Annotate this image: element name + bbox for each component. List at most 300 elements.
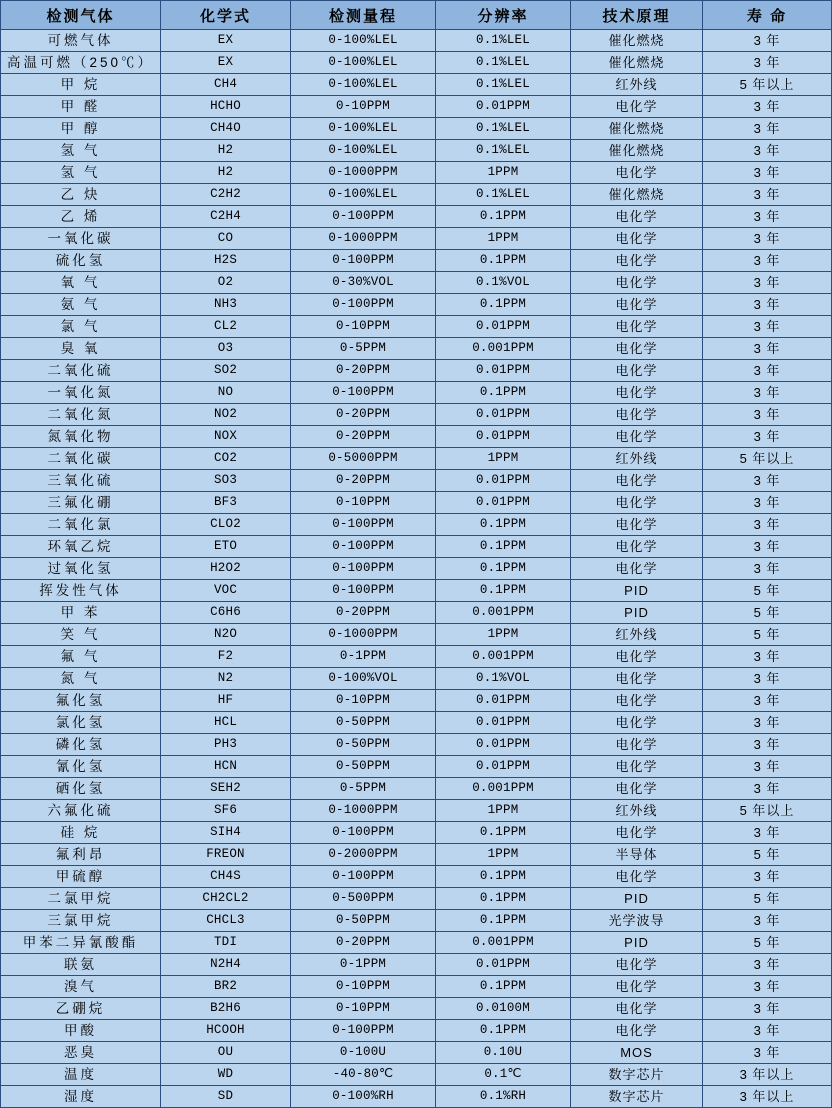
cell-resolution: 0.1%LEL <box>436 74 571 96</box>
cell-gas-name: 氮氧化物 <box>1 426 161 448</box>
cell-lifetime: 3 年 <box>703 866 832 888</box>
cell-resolution: 0.1%RH <box>436 1086 571 1108</box>
cell-gas-name: 乙 炔 <box>1 184 161 206</box>
cell-resolution: 0.1%VOL <box>436 272 571 294</box>
cell-lifetime: 3 年 <box>703 778 832 800</box>
cell-resolution: 0.01PPM <box>436 96 571 118</box>
cell-resolution: 1PPM <box>436 624 571 646</box>
cell-gas-name: 温度 <box>1 1064 161 1086</box>
column-header-detection-range: 检测量程 <box>291 1 436 30</box>
cell-detection-range: 0-5PPM <box>291 338 436 360</box>
cell-detection-range: 0-10PPM <box>291 316 436 338</box>
cell-technology: 数字芯片 <box>571 1086 703 1108</box>
cell-lifetime: 3 年 <box>703 272 832 294</box>
table-row <box>1 514 832 536</box>
cell-lifetime: 3 年 <box>703 360 832 382</box>
cell-technology: 电化学 <box>571 404 703 426</box>
cell-technology: 电化学 <box>571 96 703 118</box>
table-row <box>1 954 832 976</box>
cell-gas-name: 环氧乙烷 <box>1 536 161 558</box>
table-row <box>1 30 832 52</box>
cell-resolution: 0.001PPM <box>436 646 571 668</box>
cell-detection-range: 0-100U <box>291 1042 436 1064</box>
cell-gas-name: 三氯甲烷 <box>1 910 161 932</box>
cell-resolution: 0.01PPM <box>436 954 571 976</box>
cell-lifetime: 3 年 <box>703 1020 832 1042</box>
cell-gas-name: 硫化氢 <box>1 250 161 272</box>
cell-technology: 电化学 <box>571 668 703 690</box>
cell-technology: 电化学 <box>571 690 703 712</box>
cell-resolution: 0.01PPM <box>436 360 571 382</box>
table-row <box>1 822 832 844</box>
table-row <box>1 910 832 932</box>
cell-chemical-formula: CH4S <box>161 866 291 888</box>
cell-detection-range: 0-100PPM <box>291 580 436 602</box>
cell-chemical-formula: EX <box>161 30 291 52</box>
cell-gas-name: 磷化氢 <box>1 734 161 756</box>
cell-resolution: 0.1PPM <box>436 536 571 558</box>
cell-chemical-formula: BF3 <box>161 492 291 514</box>
cell-lifetime: 3 年 <box>703 712 832 734</box>
cell-detection-range: 0-50PPM <box>291 756 436 778</box>
cell-chemical-formula: CO2 <box>161 448 291 470</box>
cell-gas-name: 乙硼烷 <box>1 998 161 1020</box>
cell-lifetime: 3 年以上 <box>703 1086 832 1108</box>
cell-gas-name: 甲 醛 <box>1 96 161 118</box>
cell-detection-range: 0-100PPM <box>291 822 436 844</box>
table-row <box>1 1020 832 1042</box>
cell-technology: 电化学 <box>571 558 703 580</box>
table-row <box>1 1064 832 1086</box>
cell-gas-name: 二氯甲烷 <box>1 888 161 910</box>
cell-gas-name: 氯 气 <box>1 316 161 338</box>
cell-technology: 电化学 <box>571 338 703 360</box>
cell-chemical-formula: N2 <box>161 668 291 690</box>
cell-resolution: 1PPM <box>436 162 571 184</box>
table-row <box>1 492 832 514</box>
cell-lifetime: 3 年 <box>703 228 832 250</box>
cell-detection-range: 0-10PPM <box>291 492 436 514</box>
cell-resolution: 0.1%VOL <box>436 668 571 690</box>
cell-detection-range: 0-20PPM <box>291 426 436 448</box>
cell-technology: 红外线 <box>571 800 703 822</box>
cell-chemical-formula: NOX <box>161 426 291 448</box>
cell-detection-range: 0-2000PPM <box>291 844 436 866</box>
cell-resolution: 1PPM <box>436 800 571 822</box>
cell-detection-range: 0-100PPM <box>291 558 436 580</box>
cell-resolution: 0.1PPM <box>436 294 571 316</box>
cell-chemical-formula: TDI <box>161 932 291 954</box>
cell-technology: 电化学 <box>571 778 703 800</box>
table-row <box>1 866 832 888</box>
table-row <box>1 668 832 690</box>
table-row <box>1 800 832 822</box>
cell-chemical-formula: O2 <box>161 272 291 294</box>
table-row <box>1 338 832 360</box>
cell-detection-range: 0-20PPM <box>291 932 436 954</box>
cell-gas-name: 氢 气 <box>1 140 161 162</box>
cell-detection-range: 0-1PPM <box>291 646 436 668</box>
cell-chemical-formula: EX <box>161 52 291 74</box>
cell-chemical-formula: C2H2 <box>161 184 291 206</box>
cell-technology: 红外线 <box>571 74 703 96</box>
cell-detection-range: 0-100PPM <box>291 514 436 536</box>
cell-lifetime: 3 年 <box>703 492 832 514</box>
cell-technology: 电化学 <box>571 866 703 888</box>
cell-chemical-formula: SEH2 <box>161 778 291 800</box>
table-row <box>1 756 832 778</box>
table-row <box>1 646 832 668</box>
cell-gas-name: 一氧化氮 <box>1 382 161 404</box>
cell-technology: 电化学 <box>571 536 703 558</box>
cell-gas-name: 笑 气 <box>1 624 161 646</box>
cell-resolution: 0.1PPM <box>436 822 571 844</box>
cell-gas-name: 湿度 <box>1 1086 161 1108</box>
table-row <box>1 74 832 96</box>
cell-gas-name: 可燃气体 <box>1 30 161 52</box>
table-row <box>1 360 832 382</box>
cell-resolution: 0.001PPM <box>436 932 571 954</box>
cell-chemical-formula: CL2 <box>161 316 291 338</box>
cell-resolution: 0.1%LEL <box>436 140 571 162</box>
cell-chemical-formula: PH3 <box>161 734 291 756</box>
cell-chemical-formula: F2 <box>161 646 291 668</box>
cell-chemical-formula: H2S <box>161 250 291 272</box>
cell-resolution: 0.01PPM <box>436 492 571 514</box>
cell-technology: 催化燃烧 <box>571 52 703 74</box>
cell-technology: 电化学 <box>571 250 703 272</box>
cell-lifetime: 3 年 <box>703 822 832 844</box>
table-row <box>1 580 832 602</box>
cell-lifetime: 3 年 <box>703 404 832 426</box>
cell-resolution: 0.1PPM <box>436 1020 571 1042</box>
cell-technology: 电化学 <box>571 1020 703 1042</box>
column-header-resolution: 分辨率 <box>436 1 571 30</box>
table-row <box>1 778 832 800</box>
table-row <box>1 998 832 1020</box>
cell-chemical-formula: SF6 <box>161 800 291 822</box>
cell-lifetime: 3 年 <box>703 250 832 272</box>
cell-gas-name: 二氧化氮 <box>1 404 161 426</box>
cell-technology: PID <box>571 932 703 954</box>
cell-lifetime: 3 年 <box>703 1042 832 1064</box>
table-row <box>1 470 832 492</box>
cell-gas-name: 过氧化氢 <box>1 558 161 580</box>
cell-detection-range: 0-100%RH <box>291 1086 436 1108</box>
cell-gas-name: 氧 气 <box>1 272 161 294</box>
cell-chemical-formula: N2O <box>161 624 291 646</box>
cell-chemical-formula: CO <box>161 228 291 250</box>
cell-detection-range: 0-20PPM <box>291 602 436 624</box>
cell-technology: 催化燃烧 <box>571 30 703 52</box>
table-row <box>1 382 832 404</box>
table-row <box>1 734 832 756</box>
cell-chemical-formula: B2H6 <box>161 998 291 1020</box>
cell-gas-name: 甲酸 <box>1 1020 161 1042</box>
cell-lifetime: 3 年 <box>703 734 832 756</box>
cell-lifetime: 3 年 <box>703 536 832 558</box>
cell-lifetime: 5 年 <box>703 580 832 602</box>
cell-resolution: 1PPM <box>436 844 571 866</box>
cell-resolution: 0.01PPM <box>436 734 571 756</box>
cell-detection-range: 0-100PPM <box>291 866 436 888</box>
cell-gas-name: 乙 烯 <box>1 206 161 228</box>
cell-chemical-formula: CH4 <box>161 74 291 96</box>
cell-chemical-formula: N2H4 <box>161 954 291 976</box>
cell-chemical-formula: SD <box>161 1086 291 1108</box>
cell-technology: 半导体 <box>571 844 703 866</box>
cell-technology: 电化学 <box>571 382 703 404</box>
cell-detection-range: 0-500PPM <box>291 888 436 910</box>
cell-detection-range: 0-100%VOL <box>291 668 436 690</box>
cell-technology: 电化学 <box>571 294 703 316</box>
table-row <box>1 162 832 184</box>
cell-gas-name: 硅 烷 <box>1 822 161 844</box>
cell-lifetime: 3 年 <box>703 668 832 690</box>
cell-detection-range: 0-100%LEL <box>291 118 436 140</box>
cell-resolution: 0.1PPM <box>436 558 571 580</box>
cell-resolution: 0.1PPM <box>436 580 571 602</box>
cell-gas-name: 联氨 <box>1 954 161 976</box>
cell-chemical-formula: H2 <box>161 162 291 184</box>
cell-detection-range: 0-10PPM <box>291 690 436 712</box>
cell-detection-range: 0-20PPM <box>291 360 436 382</box>
cell-detection-range: 0-100PPM <box>291 250 436 272</box>
cell-resolution: 0.1PPM <box>436 888 571 910</box>
cell-lifetime: 3 年 <box>703 998 832 1020</box>
cell-lifetime: 3 年 <box>703 426 832 448</box>
cell-gas-name: 甲 苯 <box>1 602 161 624</box>
cell-resolution: 0.1℃ <box>436 1064 571 1086</box>
cell-lifetime: 3 年 <box>703 470 832 492</box>
cell-gas-name: 溴气 <box>1 976 161 998</box>
cell-detection-range: 0-50PPM <box>291 734 436 756</box>
cell-lifetime: 3 年 <box>703 756 832 778</box>
cell-technology: 电化学 <box>571 756 703 778</box>
cell-lifetime: 5 年 <box>703 932 832 954</box>
cell-resolution: 0.1PPM <box>436 206 571 228</box>
cell-resolution: 0.001PPM <box>436 338 571 360</box>
cell-detection-range: 0-20PPM <box>291 470 436 492</box>
cell-detection-range: 0-100PPM <box>291 1020 436 1042</box>
cell-chemical-formula: SO3 <box>161 470 291 492</box>
cell-gas-name: 挥发性气体 <box>1 580 161 602</box>
cell-lifetime: 5 年 <box>703 602 832 624</box>
cell-lifetime: 3 年 <box>703 514 832 536</box>
cell-lifetime: 3 年以上 <box>703 1064 832 1086</box>
cell-resolution: 0.1PPM <box>436 866 571 888</box>
cell-resolution: 0.01PPM <box>436 690 571 712</box>
cell-lifetime: 3 年 <box>703 162 832 184</box>
cell-lifetime: 3 年 <box>703 184 832 206</box>
table-row <box>1 184 832 206</box>
cell-gas-name: 臭 氧 <box>1 338 161 360</box>
table-row <box>1 888 832 910</box>
cell-chemical-formula: SO2 <box>161 360 291 382</box>
cell-technology: PID <box>571 602 703 624</box>
cell-lifetime: 5 年 <box>703 844 832 866</box>
cell-technology: PID <box>571 580 703 602</box>
cell-lifetime: 3 年 <box>703 30 832 52</box>
table-row <box>1 272 832 294</box>
column-header-lifetime: 寿 命 <box>703 1 832 30</box>
table-row <box>1 1042 832 1064</box>
cell-technology: 红外线 <box>571 448 703 470</box>
cell-resolution: 1PPM <box>436 228 571 250</box>
cell-technology: 光学波导 <box>571 910 703 932</box>
table-row <box>1 602 832 624</box>
cell-gas-name: 氯化氢 <box>1 712 161 734</box>
cell-gas-name: 甲硫醇 <box>1 866 161 888</box>
cell-technology: 催化燃烧 <box>571 140 703 162</box>
cell-resolution: 1PPM <box>436 448 571 470</box>
cell-detection-range: 0-100%LEL <box>291 74 436 96</box>
cell-detection-range: 0-1000PPM <box>291 800 436 822</box>
cell-lifetime: 3 年 <box>703 96 832 118</box>
cell-detection-range: 0-50PPM <box>291 712 436 734</box>
cell-technology: 红外线 <box>571 624 703 646</box>
cell-gas-name: 一氧化碳 <box>1 228 161 250</box>
cell-technology: 催化燃烧 <box>571 184 703 206</box>
cell-resolution: 0.01PPM <box>436 316 571 338</box>
table-row <box>1 206 832 228</box>
table-header <box>1 1 832 30</box>
cell-chemical-formula: HCL <box>161 712 291 734</box>
cell-resolution: 0.1PPM <box>436 910 571 932</box>
cell-detection-range: 0-5000PPM <box>291 448 436 470</box>
cell-chemical-formula: C2H4 <box>161 206 291 228</box>
cell-detection-range: 0-100%LEL <box>291 184 436 206</box>
cell-chemical-formula: CH2CL2 <box>161 888 291 910</box>
cell-resolution: 0.1%LEL <box>436 184 571 206</box>
cell-chemical-formula: NH3 <box>161 294 291 316</box>
cell-lifetime: 3 年 <box>703 52 832 74</box>
cell-detection-range: 0-1000PPM <box>291 162 436 184</box>
cell-detection-range: 0-100%LEL <box>291 52 436 74</box>
cell-chemical-formula: CLO2 <box>161 514 291 536</box>
cell-technology: MOS <box>571 1042 703 1064</box>
cell-detection-range: 0-100PPM <box>291 206 436 228</box>
table-row <box>1 426 832 448</box>
cell-chemical-formula: OU <box>161 1042 291 1064</box>
cell-detection-range: 0-50PPM <box>291 910 436 932</box>
cell-gas-name: 三氧化硫 <box>1 470 161 492</box>
cell-gas-name: 硒化氢 <box>1 778 161 800</box>
cell-lifetime: 3 年 <box>703 338 832 360</box>
cell-technology: 电化学 <box>571 514 703 536</box>
table-row <box>1 536 832 558</box>
cell-lifetime: 5 年以上 <box>703 800 832 822</box>
cell-resolution: 0.1PPM <box>436 382 571 404</box>
column-header-gas-name: 检测气体 <box>1 1 161 30</box>
table-row <box>1 624 832 646</box>
cell-technology: 电化学 <box>571 316 703 338</box>
cell-resolution: 0.01PPM <box>436 756 571 778</box>
cell-detection-range: 0-1PPM <box>291 954 436 976</box>
cell-gas-name: 氰化氢 <box>1 756 161 778</box>
cell-detection-range: 0-10PPM <box>291 998 436 1020</box>
cell-resolution: 0.01PPM <box>436 470 571 492</box>
cell-detection-range: 0-5PPM <box>291 778 436 800</box>
cell-chemical-formula: H2O2 <box>161 558 291 580</box>
cell-technology: 电化学 <box>571 228 703 250</box>
cell-chemical-formula: SIH4 <box>161 822 291 844</box>
cell-lifetime: 5 年 <box>703 888 832 910</box>
cell-resolution: 0.01PPM <box>436 426 571 448</box>
cell-resolution: 0.01PPM <box>436 712 571 734</box>
cell-technology: 电化学 <box>571 822 703 844</box>
table-header-row <box>1 1 832 30</box>
cell-gas-name: 二氧化硫 <box>1 360 161 382</box>
cell-resolution: 0.1PPM <box>436 514 571 536</box>
table-row <box>1 1086 832 1108</box>
cell-detection-range: -40-80℃ <box>291 1064 436 1086</box>
cell-detection-range: 0-20PPM <box>291 404 436 426</box>
cell-technology: 电化学 <box>571 272 703 294</box>
cell-lifetime: 3 年 <box>703 646 832 668</box>
cell-technology: 电化学 <box>571 646 703 668</box>
cell-detection-range: 0-1000PPM <box>291 228 436 250</box>
cell-chemical-formula: H2 <box>161 140 291 162</box>
table-row <box>1 118 832 140</box>
cell-technology: 数字芯片 <box>571 1064 703 1086</box>
cell-chemical-formula: HCHO <box>161 96 291 118</box>
cell-gas-name: 六氟化硫 <box>1 800 161 822</box>
cell-detection-range: 0-100%LEL <box>291 30 436 52</box>
cell-gas-name: 甲苯二异氰酸酯 <box>1 932 161 954</box>
cell-lifetime: 3 年 <box>703 206 832 228</box>
cell-gas-name: 甲 烷 <box>1 74 161 96</box>
table-row <box>1 294 832 316</box>
cell-lifetime: 5 年以上 <box>703 448 832 470</box>
cell-lifetime: 3 年 <box>703 118 832 140</box>
cell-detection-range: 0-30%VOL <box>291 272 436 294</box>
column-header-technology: 技术原理 <box>571 1 703 30</box>
table-row <box>1 140 832 162</box>
cell-gas-name: 氢 气 <box>1 162 161 184</box>
cell-detection-range: 0-100%LEL <box>291 140 436 162</box>
cell-lifetime: 5 年以上 <box>703 74 832 96</box>
table-row <box>1 96 832 118</box>
cell-chemical-formula: HF <box>161 690 291 712</box>
cell-gas-name: 氨 气 <box>1 294 161 316</box>
cell-technology: 电化学 <box>571 206 703 228</box>
column-header-chemical-formula: 化学式 <box>161 1 291 30</box>
cell-gas-name: 氮 气 <box>1 668 161 690</box>
cell-gas-name: 二氧化氯 <box>1 514 161 536</box>
cell-gas-name: 氟 气 <box>1 646 161 668</box>
table-row <box>1 976 832 998</box>
cell-resolution: 0.001PPM <box>436 602 571 624</box>
cell-technology: 电化学 <box>571 954 703 976</box>
cell-resolution: 0.1%LEL <box>436 52 571 74</box>
cell-gas-name: 甲 醇 <box>1 118 161 140</box>
cell-technology: 催化燃烧 <box>571 118 703 140</box>
cell-lifetime: 3 年 <box>703 954 832 976</box>
table-row <box>1 316 832 338</box>
cell-lifetime: 3 年 <box>703 294 832 316</box>
cell-technology: 电化学 <box>571 734 703 756</box>
cell-resolution: 0.1%LEL <box>436 30 571 52</box>
cell-chemical-formula: CHCL3 <box>161 910 291 932</box>
cell-technology: 电化学 <box>571 470 703 492</box>
table-row <box>1 844 832 866</box>
cell-chemical-formula: C6H6 <box>161 602 291 624</box>
cell-technology: 电化学 <box>571 976 703 998</box>
cell-detection-range: 0-100PPM <box>291 536 436 558</box>
cell-resolution: 0.01PPM <box>436 404 571 426</box>
cell-detection-range: 0-10PPM <box>291 96 436 118</box>
